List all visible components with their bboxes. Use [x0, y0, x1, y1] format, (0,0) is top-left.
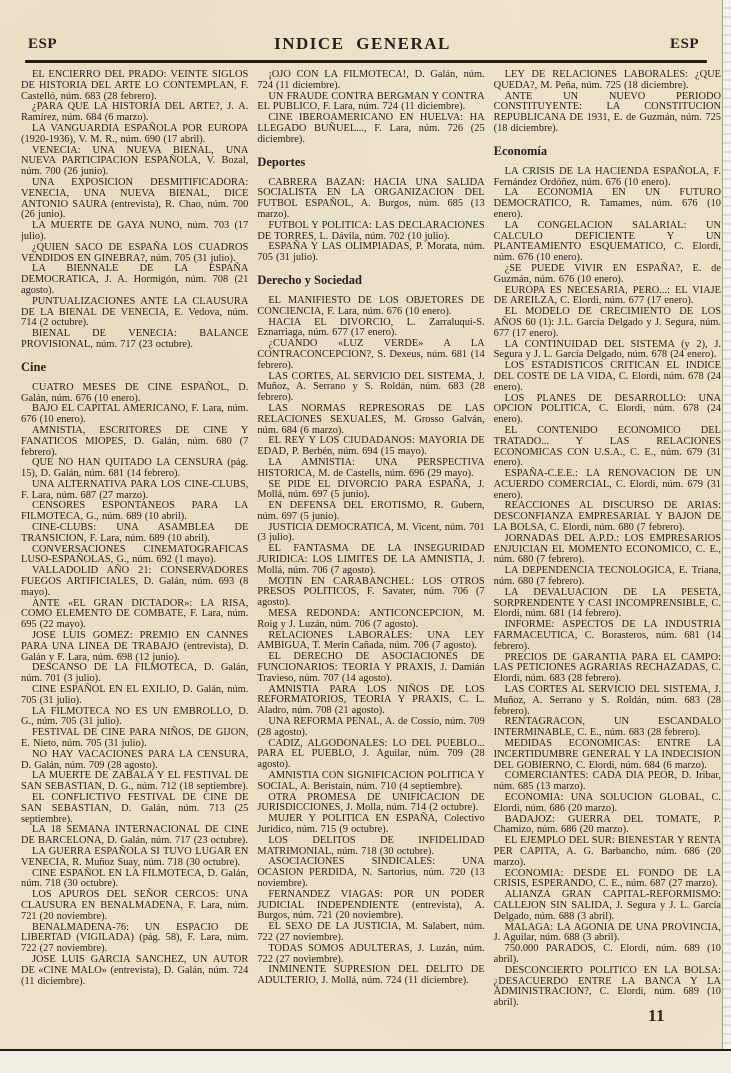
index-entry: VENECIA: UNA NUEVA BIENAL, UNA NUEVA PARTICIPACION ESPAÑOLA, V. Bozal, núm. 700 (26 junio).: [21, 144, 249, 178]
page-title: INDICE GENERAL: [274, 34, 451, 53]
index-entry: HACIA EL DIVORCIO, L. Zarraluqui-S. Eznarriaga, núm. 677 (17 enero).: [257, 316, 485, 339]
index-column-1: [21, 70, 248, 1048]
index-entry: EL MANIFIESTO DE LOS OBJETORES DE CONCIENCIA, F. Lara, núm. 676 (10 enero).: [257, 294, 485, 317]
index-entry: ESPAÑA Y LAS OLIMPIADAS, P. Morata, núm. 705 (31 julio).: [257, 241, 485, 264]
index-entry: MOTIN EN CARABANCHEL: LOS OTROS PRESOS POLITICOS, F. Savater, núm. 706 (7 agosto).: [257, 575, 485, 609]
index-entry: CADIZ, ALGODONALES: LO DEL PUEBLO... PARA EL PUEBLO, J. Aguilar, núm. 709 (28 agosto).: [257, 737, 485, 771]
index-entry: EUROPA ES NECESARIA, PERO...: EL VIAJE DE AREILZA, C. Elordi, núm. 677 (17 enero).: [493, 284, 721, 307]
index-entry: ALIANZA GRAN CAPITAL-REFORMISMO: CALLEJON SIN SALIDA, J. Segura y J. L. García Delgado, núm. 688 (3 abril).: [493, 889, 721, 922]
page-bottom-edge: [0, 1049, 731, 1073]
index-entry: VALLADOLID AÑO 21: CONSERVADORES FUEGOS ARTIFICIALES, D. Galán, núm. 693 (8 mayo).: [21, 565, 249, 598]
index-entry: AMNISTIA, ESCRITORES DE CINE Y FANATICOS MIOPES, D. Galán, núm. 680 (7 febrero).: [21, 424, 249, 458]
index-column-2: [257, 70, 484, 1048]
index-entry: CONVERSACIONES CINEMATOGRAFICAS LUSO-ESPAÑOLAS, G., núm. 692 (1 mayo).: [21, 543, 249, 566]
index-entry: LA GUERRA ESPAÑOLA SI TUVO LUGAR EN VENECIA, R. Muñoz Suay, núm. 718 (30 octubre).: [21, 845, 249, 868]
index-entry: UN FRAUDE CONTRA BERGMAN Y CONTRA EL PUBLICO, F. Lara, núm. 724 (11 diciembre).: [257, 90, 485, 113]
index-entry: NO HAY VACACIONES PARA LA CENSURA, D. Galán, núm. 709 (28 agosto).: [21, 748, 249, 771]
index-entry: COMERCIANTES: CADA DIA PEOR, D. Iribar, núm. 685 (13 marzo).: [493, 770, 721, 793]
index-entry: AMNISTIA CON SIGNIFICACION POLITICA Y SOCIAL, A. Beristain, núm. 710 (4 septiembre).: [257, 770, 485, 792]
index-entry: ECONOMIA: UNA SOLUCION GLOBAL, C. Elordi, núm. 686 (20 marzo).: [493, 792, 721, 814]
index-entry: MEDIDAS ECONOMICAS: ENTRE LA INCERTIDUMBRE GENERAL Y LA INDECISION DEL GOBIERNO, C. Elordi, núm. 684 (6 marzo).: [493, 738, 721, 771]
header-esp-left: ESP: [28, 36, 58, 52]
index-entry: JOSE LUIS GOMEZ: PREMIO EN CANNES PARA UNA LINEA DE TRABAJO (entrevista), D. Galán y F. Lara, núm. 698 (12 junio).: [21, 630, 249, 663]
page-number: 11: [647, 1006, 665, 1025]
index-entry: LAS CORTES, AL SERVICIO DEL SISTEMA, J. Muñoz, A. Serrano y S. Roldán, núm. 683 (28 febrero).: [257, 370, 485, 404]
index-entry: EL CONTENIDO ECONOMICO DEL TRATADO... Y LAS RELACIONES ECONOMICAS CON U.S.A., C. E., núm. 679 (31 enero).: [493, 424, 721, 469]
index-entry: MUJER Y POLITICA EN ESPAÑA, Colectivo Jurídico, núm. 715 (9 octubre).: [257, 813, 485, 835]
index-entry: ¿QUIEN SACO DE ESPAÑA LOS CUADROS VENDIDOS EN GINEBRA?, núm. 705 (31 julio).: [21, 241, 249, 264]
index-entry: BADAJOZ: GUERRA DEL TOMATE, P. Chamizo, núm. 686 (20 marzo).: [493, 813, 721, 836]
index-entry: ¡OJO CON LA FILMOTECA!, D. Galán, núm. 724 (11 diciembre).: [257, 70, 485, 91]
index-entry: CABRERA BAZAN: HACIA UNA SALIDA SOCIALISTA EN LA ORGANIZACION DEL FUTBOL ESPAÑOL, A. Burgos, núm. 685 (13 marzo).: [257, 176, 485, 220]
index-entry: BENALMADENA-76: UN ESPACIO DE LIBERTAD (VIGILADA) (pág. 58), F. Lara, núm. 722 (27 noviembre).: [21, 921, 249, 955]
index-entry: LOS APUROS DEL SEÑOR CERCOS: UNA CLAUSURA EN BENALMADENA, F. Lara, núm. 721 (20 noviembre).: [21, 889, 249, 922]
index-entry: ANTE UN NUEVO PERIODO CONSTITUYENTE: LA CONSTITUCION REPUBLICANA DE 1931, E. de Guzmán, núm. 725 (18 diciembre).: [493, 90, 721, 134]
index-entry: LOS DELITOS DE INFIDELIDAD MATRIMONIAL, núm. 718 (30 octubre).: [257, 834, 485, 857]
index-entry: BIENAL DE VENECIA: BALANCE PROVISIONAL, núm. 717 (23 octubre).: [21, 328, 249, 350]
index-entry: TODAS SOMOS ADULTERAS, J. Luzán, núm. 722 (27 noviembre).: [257, 942, 485, 965]
index-entry: FUTBOL Y POLITICA: LAS DECLARACIONES DE TORRES, L. Dávila, núm. 702 (10 julio).: [257, 219, 485, 242]
index-entry: CINE IBEROAMERICANO EN HUELVA: HA LLEGADO BUÑUEL..., F. Lara, núm. 726 (25 diciembre).: [257, 112, 485, 145]
section-heading: Deportes: [257, 154, 306, 169]
index-entry: ESPAÑA-C.E.E.: LA RENOVACION DE UN ACUERDO COMERCIAL, C. Elordi, núm. 679 (31 enero).: [493, 468, 721, 501]
index-entry: INFORME: ASPECTOS DE LA INDUSTRIA FARMACEUTICA, C. Borasteros, núm. 681 (14 febrero).: [493, 619, 721, 652]
index-entry: ¿SE PUEDE VIVIR EN ESPAÑA?, E. de Guzmán, núm. 676 (10 enero).: [493, 262, 721, 285]
index-entry: SE PIDE EL DIVORCIO PARA ESPAÑA, J. Mollá, núm. 697 (5 junio).: [257, 478, 485, 501]
index-entry: EN DEFENSA DEL EROTISMO, R. Gubern, núm. 697 (5 junio).: [257, 500, 485, 522]
index-entry: LA DEVALUACION DE LA PESETA, SORPRENDENTE Y CASI INCOMPRENSIBLE, C. Elordi, núm. 681 (14 febrero).: [493, 586, 721, 620]
section-heading: Cine: [21, 359, 46, 374]
index-entry: LA CONGELACION SALARIAL: UN CALCULO DEFICIENTE Y UN PLANTEAMIENTO ESQUEMATICO, C. Elordi, núm. 676 (10 enero).: [493, 219, 721, 264]
index-column-3: [494, 70, 721, 1048]
index-entry: MESA REDONDA: ANTICONCEPCION, M. Roig y J. Luzán, núm. 706 (7 agosto).: [257, 608, 485, 630]
index-entry: DESCONCIERTO POLITICO EN LA BOLSA: ¿DESACUERDO ENTRE LA BANCA Y LA ADMINISTRACION?, C. Elordi, núm. 689 (10 abril).: [493, 964, 721, 1009]
index-entry: UNA EXPOSICION DESMITIFICADORA: VENECIA, UNA NUEVA BIENAL, DICE ANTONIO SAURA (entrevista), R. Chao, núm. 700 (26 junio).: [21, 176, 249, 221]
index-entry: DESCANSO DE LA FILMOTECA, D. Galán, núm. 701 (3 julio).: [21, 662, 249, 685]
index-entry: LA VANGUARDIA ESPAÑOLA POR EUROPA (1920-1936), V. M. R., núm. 690 (17 abril).: [21, 122, 249, 145]
index-entry: JUSTICIA DEMOCRATICA, M. Vicent, núm. 701 (3 julio).: [257, 521, 485, 544]
index-entry: ¿CUANDO «LUZ VERDE» A LA CONTRACONCEPCION?, S. Dexeus, núm. 681 (14 febrero).: [257, 338, 485, 371]
index-entry: INMINENTE SUPRESION DEL DELITO DE ADULTERIO, J. Mollá, núm. 724 (11 diciembre).: [257, 964, 485, 987]
index-entry: PUNTUALIZACIONES ANTE LA CLAUSURA DE LA BIENAL DE VENECIA, E. Vedova, núm. 714 (2 octubre).: [21, 295, 249, 329]
index-entry: LA MUERTE DE GAYA NUNO, núm. 703 (17 julio).: [21, 220, 249, 242]
index-entry: OTRA PROMESA DE UNIFICACION DE JURISDICCIONES, J. Molla, núm. 714 (2 octubre).: [257, 791, 485, 814]
page-edge-right: [722, 0, 731, 1050]
index-entry: CUATRO MESES DE CINE ESPAÑOL, D. Galán, núm. 676 (10 enero).: [21, 381, 249, 404]
index-entry: EL ENCIERRO DEL PRADO: VEINTE SIGLOS DE HISTORIA DEL ARTE LO CONTEMPLAN, F. Castelló, núm. 683 (28 febrero).: [21, 70, 249, 102]
index-entry: LA ECONOMIA EN UN FUTURO DEMOCRATICO, R. Tamames, núm. 676 (10 enero).: [493, 187, 721, 220]
index-entry: MALAGA: LA AGONIA DE UNA PROVINCIA, J. Aguilar, núm. 688 (3 abril).: [493, 921, 721, 944]
index-entry: ¿PARA QUE LA HISTORIA DEL ARTE?, J. A. Ramírez, núm. 684 (6 marzo).: [21, 101, 249, 124]
index-entry: LAS NORMAS REPRESORAS DE LAS RELACIONES SEXUALES, M. Grosso Galván, núm. 684 (6 marzo).: [257, 402, 485, 436]
index-entry: LAS CORTES AL SERVICIO DEL SISTEMA, J. Muñoz, A. Serrano y S. Roldán, núm. 683 (28 febrero).: [493, 684, 721, 717]
index-entry: ECONOMIA: DESDE EL FONDO DE LA CRISIS, ESPERANDO, C. E., núm. 687 (27 marzo).: [493, 867, 721, 890]
index-entry: RENTAGRACON, UN ESCANDALO INTERMINABLE, C. E., núm. 683 (28 febrero).: [493, 716, 721, 739]
index-entry: PRECIOS DE GARANTIA PARA EL CAMPO: LAS PETICIONES AGRARIAS RECHAZADAS, C. Elordi, núm. 683 (28 febrero).: [493, 651, 721, 685]
index-entry: FESTIVAL DE CINE PARA NIÑOS, DE GIJON, E. Nieto, núm. 705 (31 julio).: [21, 727, 249, 750]
index-entry: EL SEXO DE LA JUSTICIA, M. Salabert, núm. 722 (27 noviembre).: [257, 921, 485, 943]
index-entry: ASOCIACIONES SINDICALES: UNA OCASION PERDIDA, N. Sartorius, núm. 720 (13 noviembre).: [257, 856, 485, 889]
index-entry: CINE-CLUBS: UNA ASAMBLEA DE TRANSICION, F. Lara, núm. 689 (10 abril).: [21, 522, 249, 544]
index-entry: REACCIONES AL DISCURSO DE ARIAS: DESCONFIANZA EMPRESARIAL Y BAJON DE LA BOLSA, C. Elordi, núm. 680 (7 febrero).: [493, 500, 721, 534]
section-heading: Economía: [493, 143, 548, 158]
index-entry: JOSE LUIS GARCIA SANCHEZ, UN AUTOR DE «CINE MALO» (entrevista), D. Galán, núm. 724 (11 diciembre).: [21, 953, 249, 987]
index-entry: EL FANTASMA DE LA INSEGURIDAD JURIDICA: LOS LIMITES DE LA AMNISTIA, J. Mollá, núm. 706 (7 agosto).: [257, 543, 485, 576]
index-entry: CENSORES ESPONTANEOS PARA LA FILMOTECA, G., núm. 689 (10 abril).: [21, 500, 249, 523]
index-entry: LOS PLANES DE DESARROLLO: UNA OPCION POLITICA, C. Elordi, núm. 678 (24 enero).: [493, 392, 721, 426]
index-entry: CINE ESPAÑOL EN LA FILMOTECA, D. Galán, núm. 718 (30 octubre).: [21, 867, 249, 890]
index-entry: LA DEPENDENCIA TECNOLOGICA, E. Triana, núm. 680 (7 febrero).: [493, 565, 721, 588]
index-entry: EL MODELO DE CRECIMIENTO DE LOS AÑOS 60 (1): J.L. García Delgado y J. Segura, núm. 677 (17 enero).: [493, 306, 721, 339]
index-entry: LA 18 SEMANA INTERNACIONAL DE CINE DE BARCELONA, D. Galán, núm. 717 (23 octubre).: [21, 824, 249, 847]
index-entry: LEY DE RELACIONES LABORALES: ¿QUE QUEDA?, M. Peña, núm. 725 (18 diciembre).: [493, 70, 721, 91]
index-entry: EL CONFLICTIVO FESTIVAL DE CINE DE SAN SEBASTIAN, D. Galán, núm. 713 (25 septiembre).: [21, 792, 249, 825]
index-entry: AMNISTIA PARA LOS NIÑOS DE LOS REFORMATORIOS, TEORIA Y PRAXIS, C. L. Aladro, núm. 708 (21 agosto).: [257, 683, 485, 717]
index-entry: EL DERECHO DE ASOCIACIONES DE FUNCIONARIOS: TEORIA Y PRAXIS, J. Damián Travieso, núm. 707 (14 agosto).: [257, 651, 485, 684]
index-entry: LOS ESTADISTICOS CRITICAN EL INDICE DEL COSTE DE LA VIDA, C. Elordi, núm. 678 (24 enero).: [493, 360, 721, 393]
index-entry: LA CONTINUIDAD DEL SISTEMA (y 2), J. Segura y J. L. García Delgado, núm. 678 (24 enero).: [493, 338, 721, 361]
index-entry: EL EJEMPLO DEL SUR: BIENESTAR Y RENTA PER CAPITA, A. G. Barbancho, núm. 686 (20 marzo).: [493, 835, 721, 868]
header-esp-right: ESP: [669, 36, 699, 52]
index-entry: EL REY Y LOS CIUDADANOS: MAYORIA DE EDAD, P. Berbén, núm. 694 (15 mayo).: [257, 435, 485, 458]
index-entry: CINE ESPAÑOL EN EL EXILIO, D. Galán, núm. 705 (31 julio).: [21, 684, 249, 706]
index-entry: RELACIONES LABORALES: UNA LEY AMBIGUA, T. Merin Cañada, núm. 706 (7 agosto).: [257, 629, 485, 652]
index-entry: LA CRISIS DE LA HACIENDA ESPAÑOLA, F. Fernández Ordóñez, núm. 676 (10 enero).: [493, 165, 721, 188]
index-columns: [21, 70, 721, 1048]
index-entry: FERNANDEZ VIAGAS: POR UN PODER JUDICIAL INDEPENDIENTE (entrevista), A. Burgos, núm. 721 (20 noviembre).: [257, 888, 485, 922]
index-entry: LA AMNISTIA: UNA PERSPECTIVA HISTORICA, M. de Castells, núm. 696 (29 mayo).: [257, 456, 485, 479]
index-entry: LA MUERTE DE ZABALA Y EL FESTIVAL DE SAN SEBASTIAN, D. G., núm. 712 (18 septiembre).: [21, 770, 249, 793]
index-entry: LA BIENNALE DE LA ESPAÑA DEMOCRATICA, J. A. Hormigón, núm. 708 (21 agosto).: [21, 263, 249, 296]
header-rule: [25, 60, 707, 63]
page-header: [26, 30, 699, 60]
index-entry: UNA REFORMA PENAL, A. de Cossío, núm. 709 (28 agosto).: [257, 716, 485, 738]
index-entry: LA FILMOTECA NO ES UN EMBROLLO, D. G., núm. 705 (31 julio).: [21, 705, 249, 728]
index-entry: QUE NO HAN QUITADO LA CENSURA (pág. 15), D. Galán, núm. 681 (14 febrero).: [21, 457, 249, 480]
index-entry: BAJO EL CAPITAL AMERICANO, F. Lara, núm. 676 (10 enero).: [21, 403, 249, 426]
index-entry: UNA ALTERNATIVA PARA LOS CINE-CLUBS, F. Lara, núm. 687 (27 marzo).: [21, 478, 249, 501]
index-entry: ANTE «EL GRAN DICTADOR»: LA RISA, COMO ELEMENTO DE COMBATE, F. Lara, núm. 695 (22 mayo).: [21, 597, 249, 631]
section-heading: Derecho y Sociedad: [257, 272, 362, 287]
index-entry: 750.000 PARADOS, C. Elordi, núm. 689 (10 abril).: [493, 943, 721, 965]
index-entry: JORNADAS DEL A.P.D.: LOS EMPRESARIOS ENJUICIAN EL MOMENTO ECONOMICO, C. E., núm. 680 (7 febrero).: [493, 532, 721, 566]
